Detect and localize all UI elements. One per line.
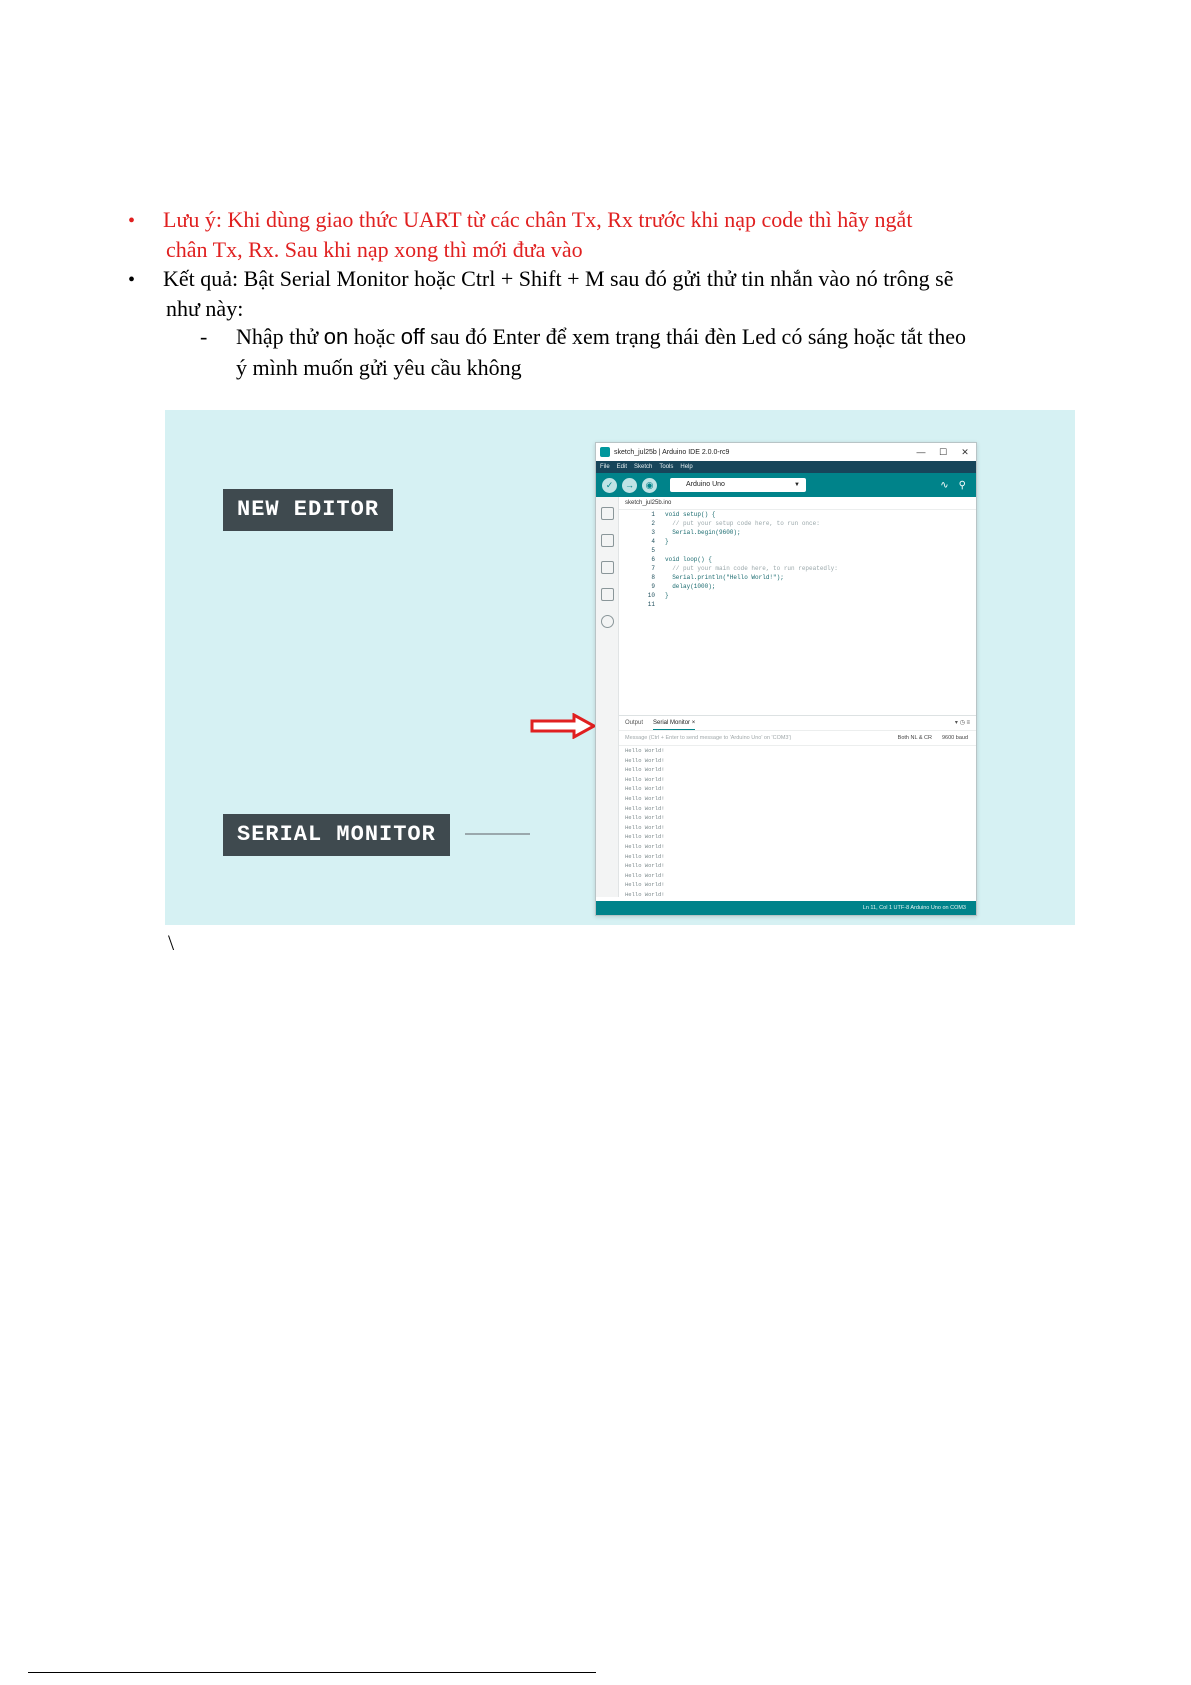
serial-monitor-panel xyxy=(619,715,976,897)
note-result-line-2: như này: xyxy=(166,296,244,321)
file-tab[interactable]: sketch_jul25b.ino xyxy=(619,497,976,510)
serial-output-line: Hello World! xyxy=(625,814,665,822)
trailing-backslash: \ xyxy=(168,930,175,955)
sub-item-line-2: ý mình muốn gửi yêu cầu không xyxy=(236,355,522,380)
keyword-on: on xyxy=(323,324,349,349)
line-number: 2 xyxy=(651,520,655,527)
upload-icon[interactable]: → xyxy=(622,478,637,493)
red-arrow-icon xyxy=(530,713,596,739)
status-bar: Ln 11, Col 1 UTF-8 Arduino Uno on COM3 xyxy=(596,901,976,915)
line-number: 8 xyxy=(651,574,655,581)
line-ending-select[interactable]: Both NL & CR xyxy=(897,735,932,741)
board-name: Arduino Uno xyxy=(686,481,725,488)
serial-output-line: Hello World! xyxy=(625,775,665,783)
library-icon[interactable] xyxy=(601,561,614,574)
bullet-2: • xyxy=(128,269,136,291)
message-input[interactable]: Message (Ctrl + Enter to send message to 'Arduino Uno' on 'COM3') xyxy=(625,735,792,741)
serial-output-line: Hello World! xyxy=(625,756,665,764)
code-text: } xyxy=(665,592,669,599)
arduino-ide-figure xyxy=(165,410,1075,925)
connector-line xyxy=(465,833,530,835)
serial-output-line: Hello World! xyxy=(625,890,665,898)
serial-output-line: Hello World! xyxy=(625,842,665,850)
sub-item-text-c: sau đó Enter để xem trạng thái đèn Led có sáng hoặc tắt theo xyxy=(424,324,967,349)
note-warning-line-2: chân Tx, Rx. Sau khi nạp xong thì mới đưa vào xyxy=(166,237,583,262)
menu-tools[interactable]: Tools xyxy=(659,464,674,470)
sidebar xyxy=(596,497,619,897)
serial-output-line: Hello World! xyxy=(625,766,665,774)
code-line xyxy=(619,528,976,537)
serial-output-line: Hello World! xyxy=(625,833,665,841)
line-number: 10 xyxy=(647,592,655,599)
code-line xyxy=(619,510,976,519)
line-number: 1 xyxy=(651,511,655,518)
serial-output-line: Hello World! xyxy=(625,804,665,812)
code-text: delay(1000); xyxy=(665,583,716,590)
maximize-button[interactable]: ☐ xyxy=(938,446,948,457)
line-number: 9 xyxy=(651,583,655,590)
ide-window xyxy=(595,442,977,916)
panel-controls-icon[interactable]: ▾ ◷ ≡ xyxy=(954,720,970,726)
code-line xyxy=(619,600,976,609)
sub-item-dash: - xyxy=(200,324,208,349)
line-number: 6 xyxy=(651,556,655,563)
close-button[interactable]: ✕ xyxy=(961,446,969,457)
toolbar xyxy=(596,473,976,497)
tab-serial-monitor[interactable]: Serial Monitor × xyxy=(653,716,695,730)
code-line xyxy=(619,582,976,591)
debug-side-icon[interactable] xyxy=(601,588,614,601)
bullet-1: • xyxy=(128,210,136,232)
code-lines xyxy=(619,510,976,609)
line-number: 11 xyxy=(647,601,655,608)
code-line xyxy=(619,564,976,573)
panel-tabs xyxy=(619,716,976,731)
footer-rule xyxy=(28,1672,596,1673)
code-text: Serial.begin(9600); xyxy=(665,529,741,536)
sub-item-line-1 xyxy=(236,323,966,351)
code-line xyxy=(619,519,976,528)
code-line xyxy=(619,546,976,555)
code-text: void loop() { xyxy=(665,556,712,563)
arduino-app-icon xyxy=(600,447,610,457)
line-number: 3 xyxy=(651,529,655,536)
code-text: } xyxy=(665,538,669,545)
keyword-off: off xyxy=(400,324,425,349)
note-warning-line-1: Lưu ý: Khi dùng giao thức UART từ các chân Tx, Rx trước khi nạp code thì hãy ngắt xyxy=(163,207,913,232)
sub-item-text-a: Nhập thử xyxy=(236,324,324,349)
code-line xyxy=(619,537,976,546)
menu-bar xyxy=(596,461,976,473)
serial-output-line: Hello World! xyxy=(625,862,665,870)
window-title: sketch_jul25b | Arduino IDE 2.0.0-rc9 xyxy=(614,448,730,456)
serial-output-line: Hello World! xyxy=(625,785,665,793)
verify-icon[interactable]: ✓ xyxy=(602,478,617,493)
code-text: Serial.println("Hello World!"); xyxy=(665,574,784,581)
tag-new-editor: NEW EDITOR xyxy=(223,489,393,531)
baud-select[interactable]: 9600 baud xyxy=(942,735,968,741)
tab-output[interactable]: Output xyxy=(625,720,644,726)
serial-output-line: Hello World! xyxy=(625,881,665,889)
note-result-line-1: Kết quả: Bật Serial Monitor hoặc Ctrl + Shift + M sau đó gửi thử tin nhắn vào nó trông sẽ xyxy=(163,266,954,291)
line-number: 7 xyxy=(651,565,655,572)
code-line xyxy=(619,573,976,582)
search-icon[interactable] xyxy=(601,615,614,628)
menu-help[interactable]: Help xyxy=(680,464,693,470)
code-text: void setup() { xyxy=(665,511,716,518)
code-line xyxy=(619,555,976,564)
folder-icon[interactable] xyxy=(601,507,614,520)
minimize-button[interactable]: — xyxy=(916,447,926,457)
serial-output xyxy=(619,746,976,900)
serial-output-line: Hello World! xyxy=(625,871,665,879)
menu-edit[interactable]: Edit xyxy=(616,464,628,470)
code-text: // put your main code here, to run repeatedly: xyxy=(665,565,838,572)
line-number: 4 xyxy=(651,538,655,545)
sub-item-text-b: hoặc xyxy=(348,324,401,349)
tag-serial-monitor: SERIAL MONITOR xyxy=(223,814,450,856)
serial-plotter-icon[interactable]: ∿ xyxy=(940,479,949,491)
code-text: // put your setup code here, to run once: xyxy=(665,520,820,527)
title-bar xyxy=(596,443,976,461)
serial-output-line: Hello World! xyxy=(625,747,665,754)
line-number: 5 xyxy=(651,547,655,554)
boards-icon[interactable] xyxy=(601,534,614,547)
debug-icon[interactable]: ◉ xyxy=(642,478,657,493)
board-selector[interactable] xyxy=(670,478,806,492)
serial-output-line: Hello World! xyxy=(625,823,665,831)
serial-output-line: Hello World! xyxy=(625,852,665,860)
code-editor[interactable] xyxy=(619,497,976,683)
serial-monitor-icon[interactable]: ⚲ xyxy=(958,479,966,491)
message-row xyxy=(619,731,976,746)
code-line xyxy=(619,591,976,600)
menu-sketch[interactable]: Sketch xyxy=(634,464,653,470)
serial-output-line: Hello World! xyxy=(625,794,665,802)
chevron-down-icon: ▼ xyxy=(794,482,800,488)
menu-file[interactable]: File xyxy=(600,464,610,470)
